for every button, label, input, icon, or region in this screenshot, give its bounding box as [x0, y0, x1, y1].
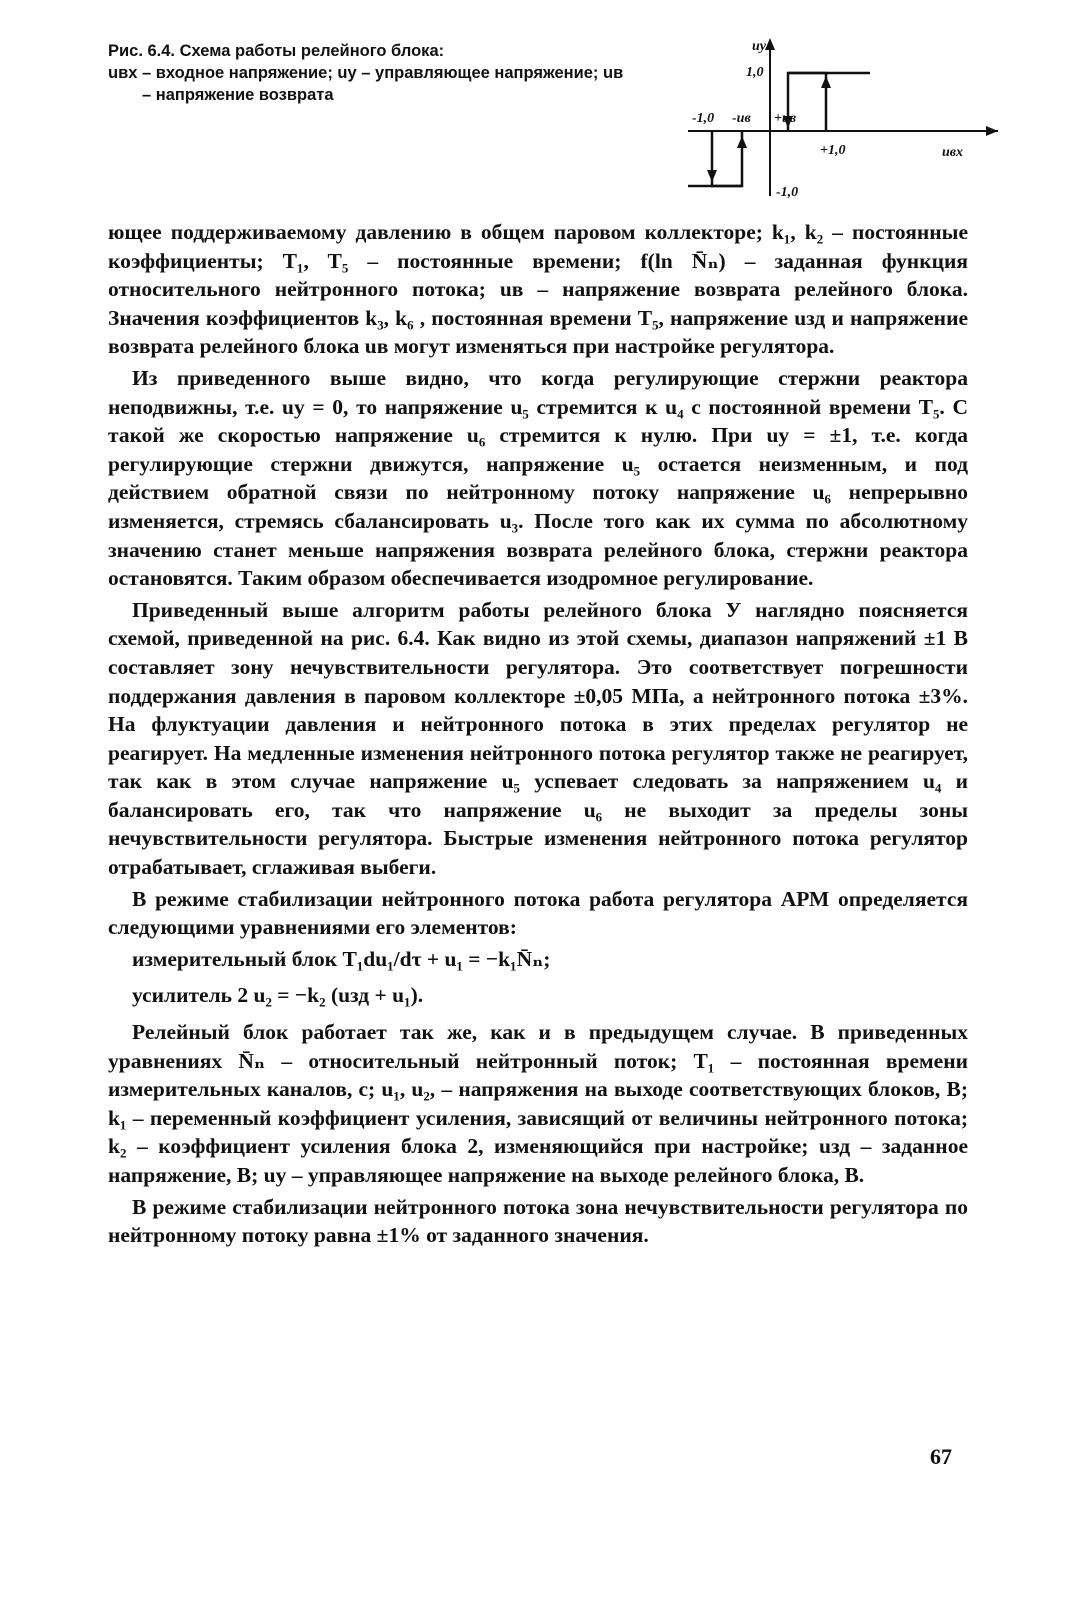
paragraph-3: Приведенный выше алгоритм работы релейного блока У наглядно поясняется схемой, приведенной на рис. 6.4. Как видно из этой схемы, диапазон напряжений ±1 В составляет зону нечувствительности регулятора. Это соответствует погрешности поддержания давления в паровом коллекторе ±0,05 МПа, а нейтронного потока ±3%. На флуктуации давления и нейтронного потока в этих пределах регулятор не реагирует. На медленные изменения нейтронного потока регулятор также не реагирует, так как в этом случае напряжение u₅ успевает следовать за напряжением u₄ и балансировать его, так что напряжение u₆ не выходит за пределы зоны нечувствительности регулятора. Быстрые изменения нейтронного потока регулятор отрабатывает, сглаживая выбеги. [108, 597, 968, 880]
y-pos-label: 1,0 [746, 65, 764, 80]
relay-diagram [680, 36, 1010, 206]
paragraph-4: В режиме стабилизации нейтронного потока работа регулятора АРМ определяется следующими уравнениями его элементов: [108, 886, 968, 940]
x-pos-label: +1,0 [820, 143, 846, 158]
up-arrow-head [821, 76, 831, 88]
equation-amplifier: усилитель 2 u₂ = −k₂ (uзд + u₁). [132, 983, 424, 1008]
negative-hysteresis-loop [712, 131, 742, 186]
down-arrow-head-left [707, 170, 717, 182]
x-neg-label: -1,0 [692, 111, 715, 126]
figure-caption-body: uвх – входное напряжение; uу – управляющее напряжение; uв – напряжение возврата [108, 64, 624, 104]
y-axis-label: uу [752, 39, 766, 54]
paragraph-1: ющее поддерживаемому давлению в общем паровом коллекторе; k₁, k₂ – постоянные коэффициенты; T₁, T₅ – постоянные времени; f(ln N̄ₙ) – заданная функция относительного нейтронного потока; uв – напряжение возврата релейного блока. Значения коэффициентов k₃, k₆ , постоянная времени T₅, напряжение uзд и напряжение возврата релейного блока uв могут изменяться при настройке регулятора. [108, 220, 968, 359]
figure-caption [108, 40, 628, 106]
paragraph-2: Из приведенного выше видно, что когда регулирующие стержни реактора неподвижны, т.е. uу = 0, то напряжение u₅ стремится к u₄ с постоянной времени T₅. С такой же скоростью напряжение u₆ стремится к нулю. При uу = ±1, т.е. когда регулирующие стержни движутся, напряжение u₅ остается неизменным, и под действием обратной связи по нейтронному потоку напряжение u₆ непрерывно изменяется, стремясь сбалансировать u₃. После того как их сумма по абсолютному значению станет меньше напряжения возврата релейного блока, стержни реактора остановятся. Таким образом обеспечивается изодромное регулирование. [108, 365, 968, 591]
paragraph-6: В режиме стабилизации нейтронного потока зона нечувствительности регулятора по нейтронному потоку равна ±1% от заданного значения. [108, 1194, 968, 1248]
minus-ub-label: -uв [732, 111, 751, 126]
plus-ub-label: +uв [774, 111, 797, 126]
body-text [108, 218, 968, 1253]
figure-caption-title: Рис. 6.4. Схема работы релейного блока: [108, 42, 445, 60]
y-axis-arrow [765, 38, 775, 50]
relay-diagram-svg [680, 36, 1010, 206]
y-neg-label: -1,0 [776, 185, 799, 200]
x-axis-label: uвх [942, 145, 964, 160]
up-arrow-head-left [737, 136, 747, 148]
page-number: 67 [930, 1444, 952, 1469]
paragraph-5: Релейный блок работает так же, как и в предыдущем случае. В приведенных уравнениях N̄ₙ – относительный нейтронный поток; T₁ – постоянная времени измерительных каналов, с; u₁, u₂, – напряжения на выходе соответствующих блоков, В; k₁ – переменный коэффициент усиления, зависящий от величины нейтронного потока; k₂ – коэффициент усиления блока 2, изменяющийся при настройке; uзд – заданное напряжение, В; uу – управляющее напряжение на выходе релейного блока, В. [108, 1020, 968, 1187]
equation-measuring-block: измерительный блок T₁du₁/dτ + u₁ = −k₁N̄ₙ; [132, 946, 551, 971]
x-axis-arrow [986, 126, 998, 136]
